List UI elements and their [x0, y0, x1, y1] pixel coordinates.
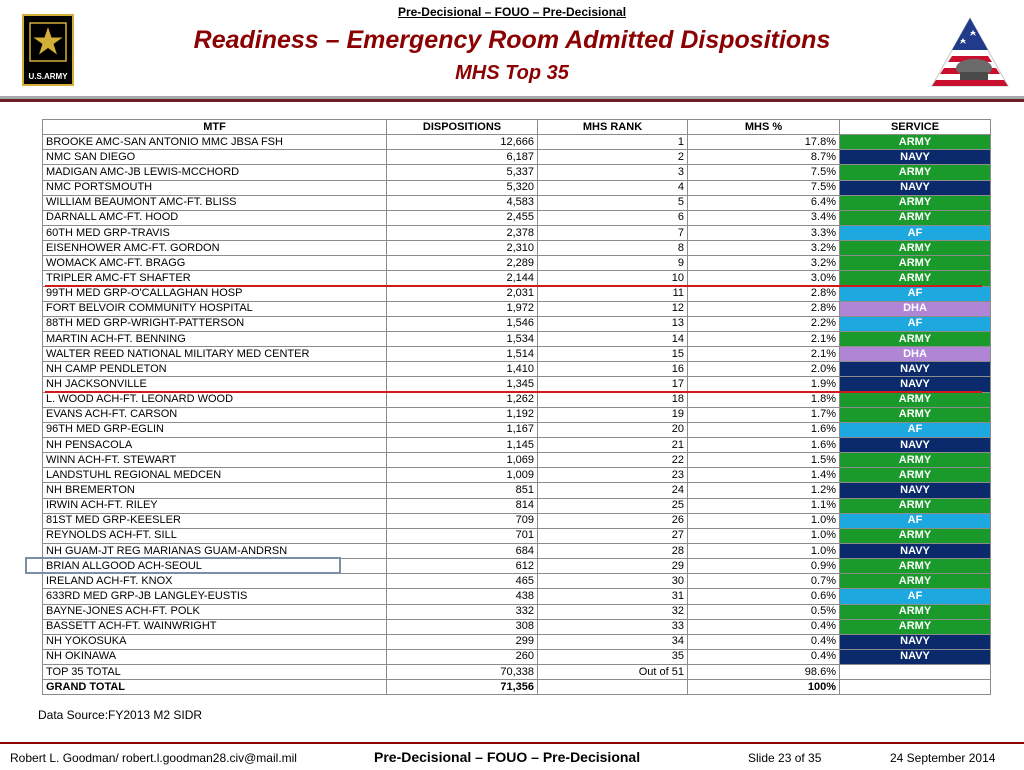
cell-mhs-pct: 3.2% — [688, 241, 840, 256]
cell-mhs-pct: 2.1% — [688, 347, 840, 362]
slide-footer — [0, 742, 1024, 770]
column-header-service: SERVICE — [840, 120, 991, 135]
cell-mhs-pct: 3.2% — [688, 256, 840, 271]
cell-mhs-rank: 24 — [538, 483, 688, 498]
cell-mhs-rank: 15 — [538, 347, 688, 362]
cell-mhs-rank: 26 — [538, 513, 688, 528]
cell-dispositions: 1,009 — [387, 468, 538, 483]
table-row — [43, 256, 991, 271]
cell-dispositions: 1,972 — [387, 301, 538, 316]
cell-mhs-rank: 16 — [538, 362, 688, 377]
cell-service: ARMY — [840, 135, 991, 150]
cell-service: NAVY — [840, 483, 991, 498]
grand-row — [43, 680, 991, 695]
cell-service: NAVY — [840, 377, 991, 392]
cutoff-line-bottom — [45, 391, 982, 393]
cell-mtf: NMC PORTSMOUTH — [43, 180, 387, 195]
cell-dispositions: 1,345 — [387, 377, 538, 392]
header-divider-maroon — [0, 99, 1024, 102]
cell-service — [840, 680, 991, 695]
cell-mhs-rank: 8 — [538, 241, 688, 256]
cell-mhs-pct: 1.0% — [688, 543, 840, 558]
cell-mtf: BAYNE-JONES ACH-FT. POLK — [43, 604, 387, 619]
slide-subtitle: MHS Top 35 — [455, 62, 569, 84]
cell-mhs-rank: 31 — [538, 589, 688, 604]
cell-mtf: WALTER REED NATIONAL MILITARY MED CENTER — [43, 347, 387, 362]
cell-mhs-pct: 1.2% — [688, 483, 840, 498]
cell-mhs-pct: 2.8% — [688, 301, 840, 316]
cell-mtf: NH PENSACOLA — [43, 437, 387, 452]
cell-mhs-rank: 6 — [538, 210, 688, 225]
cell-dispositions: 2,455 — [387, 210, 538, 225]
cell-mhs-rank: 21 — [538, 437, 688, 452]
cell-mhs-rank: 4 — [538, 180, 688, 195]
cell-mhs-pct: 1.5% — [688, 453, 840, 468]
table-row — [43, 619, 991, 634]
cell-service: ARMY — [840, 165, 991, 180]
cell-mhs-pct: 1.9% — [688, 377, 840, 392]
table-row — [43, 407, 991, 422]
cell-mhs-pct: 0.5% — [688, 604, 840, 619]
cell-mhs-pct: 0.6% — [688, 589, 840, 604]
cell-service: AF — [840, 513, 991, 528]
table-row — [43, 331, 991, 346]
cell-mtf: L. WOOD ACH-FT. LEONARD WOOD — [43, 392, 387, 407]
cell-mhs-pct: 1.6% — [688, 422, 840, 437]
cell-dispositions: 299 — [387, 634, 538, 649]
cell-dispositions: 71,356 — [387, 680, 538, 695]
cell-mhs-rank: 23 — [538, 468, 688, 483]
cell-service: ARMY — [840, 453, 991, 468]
cell-mtf: NH BREMERTON — [43, 483, 387, 498]
cell-mtf: MADIGAN AMC-JB LEWIS-MCCHORD — [43, 165, 387, 180]
cell-service: ARMY — [840, 241, 991, 256]
cell-service: DHA — [840, 347, 991, 362]
cell-mtf: REYNOLDS ACH-FT. SILL — [43, 528, 387, 543]
table-row — [43, 589, 991, 604]
dispositions-table — [42, 119, 991, 695]
cell-mtf: EVANS ACH-FT. CARSON — [43, 407, 387, 422]
cell-service: ARMY — [840, 574, 991, 589]
cell-mhs-rank: 22 — [538, 453, 688, 468]
cell-mhs-rank: 33 — [538, 619, 688, 634]
cell-service: ARMY — [840, 392, 991, 407]
cell-service: NAVY — [840, 649, 991, 664]
table-row — [43, 528, 991, 543]
table-row — [43, 165, 991, 180]
cell-mhs-pct: 7.5% — [688, 165, 840, 180]
cell-dispositions: 308 — [387, 619, 538, 634]
cell-mtf: DARNALL AMC-FT. HOOD — [43, 210, 387, 225]
flag-eagle-emblem — [930, 16, 1010, 88]
cell-mtf: 633RD MED GRP-JB LANGLEY-EUSTIS — [43, 589, 387, 604]
table-row — [43, 271, 991, 286]
column-header-dispositions: DISPOSITIONS — [387, 120, 538, 135]
cell-mtf: BASSETT ACH-FT. WAINWRIGHT — [43, 619, 387, 634]
cell-service: ARMY — [840, 498, 991, 513]
cell-dispositions: 465 — [387, 574, 538, 589]
table-row — [43, 180, 991, 195]
table-row — [43, 316, 991, 331]
cell-dispositions: 612 — [387, 559, 538, 574]
cell-service: ARMY — [840, 271, 991, 286]
cell-dispositions: 1,069 — [387, 453, 538, 468]
cell-dispositions: 851 — [387, 483, 538, 498]
cell-mtf: WINN ACH-FT. STEWART — [43, 453, 387, 468]
table-row — [43, 649, 991, 664]
cell-service: ARMY — [840, 468, 991, 483]
table-row — [43, 286, 991, 301]
data-source-note: Data Source:FY2013 M2 SIDR — [38, 708, 203, 722]
cell-mhs-rank: 28 — [538, 543, 688, 558]
cell-service: ARMY — [840, 210, 991, 225]
cell-service: ARMY — [840, 256, 991, 271]
cell-mtf: 60TH MED GRP-TRAVIS — [43, 225, 387, 240]
cell-mtf: FORT BELVOIR COMMUNITY HOSPITAL — [43, 301, 387, 316]
table-row — [43, 225, 991, 240]
cell-mhs-rank: 17 — [538, 377, 688, 392]
cell-mhs-rank: 19 — [538, 407, 688, 422]
cell-mhs-rank: 35 — [538, 649, 688, 664]
table-row — [43, 604, 991, 619]
table-body — [43, 135, 991, 695]
cell-service: AF — [840, 422, 991, 437]
cell-mtf: NH CAMP PENDLETON — [43, 362, 387, 377]
cell-dispositions: 684 — [387, 543, 538, 558]
cell-mhs-pct: 7.5% — [688, 180, 840, 195]
table-header-row — [43, 120, 991, 135]
table-row — [43, 574, 991, 589]
cell-mhs-rank: 13 — [538, 316, 688, 331]
table-row — [43, 513, 991, 528]
cell-service: ARMY — [840, 407, 991, 422]
cell-mtf: TOP 35 TOTAL — [43, 665, 387, 680]
cell-service: NAVY — [840, 150, 991, 165]
cell-mtf: MARTIN ACH-FT. BENNING — [43, 331, 387, 346]
cell-mtf: 99TH MED GRP-O'CALLAGHAN HOSP — [43, 286, 387, 301]
cell-service: ARMY — [840, 528, 991, 543]
cell-dispositions: 2,289 — [387, 256, 538, 271]
cell-mhs-pct: 1.8% — [688, 392, 840, 407]
cell-dispositions: 814 — [387, 498, 538, 513]
footer-date: 24 September 2014 — [890, 751, 996, 765]
cell-service: NAVY — [840, 634, 991, 649]
cell-mhs-pct: 0.4% — [688, 649, 840, 664]
cutoff-line-top — [45, 285, 982, 287]
cell-mhs-pct: 1.6% — [688, 437, 840, 452]
table-row — [43, 437, 991, 452]
cell-dispositions: 709 — [387, 513, 538, 528]
cell-dispositions: 701 — [387, 528, 538, 543]
cell-mhs-rank: 34 — [538, 634, 688, 649]
cell-service: NAVY — [840, 362, 991, 377]
cell-mhs-pct: 0.7% — [688, 574, 840, 589]
cell-service: AF — [840, 589, 991, 604]
cell-dispositions: 2,031 — [387, 286, 538, 301]
cell-mhs-pct: 0.9% — [688, 559, 840, 574]
cell-mhs-rank: 14 — [538, 331, 688, 346]
cell-mtf: WOMACK AMC-FT. BRAGG — [43, 256, 387, 271]
cell-dispositions: 12,666 — [387, 135, 538, 150]
cell-service: AF — [840, 316, 991, 331]
cell-mhs-rank: 30 — [538, 574, 688, 589]
cell-mhs-pct: 3.4% — [688, 210, 840, 225]
cell-dispositions: 1,534 — [387, 331, 538, 346]
column-header-mtf: MTF — [43, 120, 387, 135]
table-row — [43, 422, 991, 437]
cell-mhs-rank: 3 — [538, 165, 688, 180]
slide-header — [0, 0, 1024, 96]
table-row — [43, 150, 991, 165]
cell-mtf: IRELAND ACH-FT. KNOX — [43, 574, 387, 589]
cell-service: ARMY — [840, 195, 991, 210]
table-row — [43, 347, 991, 362]
cell-mhs-pct: 3.3% — [688, 225, 840, 240]
cell-dispositions: 1,514 — [387, 347, 538, 362]
cell-mhs-rank: 29 — [538, 559, 688, 574]
cell-mhs-pct: 2.2% — [688, 316, 840, 331]
column-header-mhs-pct: MHS % — [688, 120, 840, 135]
cell-mtf: NMC SAN DIEGO — [43, 150, 387, 165]
cell-mtf: GRAND TOTAL — [43, 680, 387, 695]
cell-mtf: 88TH MED GRP-WRIGHT-PATTERSON — [43, 316, 387, 331]
cell-mhs-pct: 1.0% — [688, 513, 840, 528]
cell-mhs-rank: 32 — [538, 604, 688, 619]
cell-mhs-pct: 8.7% — [688, 150, 840, 165]
cell-mhs-pct: 1.7% — [688, 407, 840, 422]
cell-mhs-pct: 100% — [688, 680, 840, 695]
cell-mhs-pct: 6.4% — [688, 195, 840, 210]
highlight-box-brian-allgood — [25, 557, 341, 574]
table-row — [43, 362, 991, 377]
cell-mtf: NH YOKOSUKA — [43, 634, 387, 649]
cell-service: NAVY — [840, 543, 991, 558]
cell-dispositions: 1,145 — [387, 437, 538, 452]
cell-dispositions: 438 — [387, 589, 538, 604]
footer-classification: Pre-Decisional – FOUO – Pre-Decisional — [374, 749, 641, 765]
cell-mtf: NH OKINAWA — [43, 649, 387, 664]
cell-mhs-rank: 18 — [538, 392, 688, 407]
table-row — [43, 135, 991, 150]
cell-mtf: BRIAN ALLGOOD ACH-SEOUL — [43, 559, 387, 574]
cell-service: DHA — [840, 301, 991, 316]
table-row — [43, 634, 991, 649]
cell-service: ARMY — [840, 331, 991, 346]
cell-mhs-pct: 2.1% — [688, 331, 840, 346]
cell-mhs-pct: 0.4% — [688, 634, 840, 649]
cell-service: NAVY — [840, 180, 991, 195]
cell-dispositions: 332 — [387, 604, 538, 619]
cell-mhs-rank: 20 — [538, 422, 688, 437]
cell-mhs-rank: 11 — [538, 286, 688, 301]
cell-mtf: WILLIAM BEAUMONT AMC-FT. BLISS — [43, 195, 387, 210]
cell-mhs-pct: 1.0% — [688, 528, 840, 543]
footer-slide-number: Slide 23 of 35 — [748, 751, 822, 765]
cell-dispositions: 4,583 — [387, 195, 538, 210]
cell-mhs-rank: 1 — [538, 135, 688, 150]
cell-mhs-rank: 12 — [538, 301, 688, 316]
cell-mhs-pct: 2.8% — [688, 286, 840, 301]
cell-mhs-pct: 3.0% — [688, 271, 840, 286]
table-row — [43, 468, 991, 483]
column-header-mhs-rank: MHS RANK — [538, 120, 688, 135]
cell-mtf: 81ST MED GRP-KEESLER — [43, 513, 387, 528]
cell-dispositions: 6,187 — [387, 150, 538, 165]
cell-mtf: TRIPLER AMC-FT SHAFTER — [43, 271, 387, 286]
table-row — [43, 377, 991, 392]
dispositions-table-container — [42, 119, 990, 695]
cell-dispositions: 5,337 — [387, 165, 538, 180]
cell-service: ARMY — [840, 559, 991, 574]
cell-mtf: EISENHOWER AMC-FT. GORDON — [43, 241, 387, 256]
cell-mhs-rank: 25 — [538, 498, 688, 513]
cell-service: AF — [840, 286, 991, 301]
cell-mtf: 96TH MED GRP-EGLIN — [43, 422, 387, 437]
cell-mhs-rank: Out of 51 — [538, 665, 688, 680]
cell-mhs-rank: 10 — [538, 271, 688, 286]
table-row — [43, 453, 991, 468]
cell-dispositions: 1,546 — [387, 316, 538, 331]
cell-mhs-rank: 9 — [538, 256, 688, 271]
cell-dispositions: 260 — [387, 649, 538, 664]
cell-dispositions: 70,338 — [387, 665, 538, 680]
table-row — [43, 301, 991, 316]
cell-dispositions: 1,167 — [387, 422, 538, 437]
cell-mtf: LANDSTUHL REGIONAL MEDCEN — [43, 468, 387, 483]
logo-text: U.S.ARMY — [28, 72, 68, 81]
cell-dispositions: 2,378 — [387, 225, 538, 240]
table-row — [43, 483, 991, 498]
cell-service: NAVY — [840, 437, 991, 452]
cell-mhs-rank — [538, 680, 688, 695]
total-row — [43, 665, 991, 680]
cell-service: ARMY — [840, 619, 991, 634]
cell-mhs-rank: 2 — [538, 150, 688, 165]
cell-mtf: NH GUAM-JT REG MARIANAS GUAM-ANDRSN — [43, 543, 387, 558]
footer-author: Robert L. Goodman/ robert.l.goodman28.civ@mail.mil — [10, 751, 297, 765]
cell-dispositions: 1,192 — [387, 407, 538, 422]
table-row — [43, 392, 991, 407]
cell-service: AF — [840, 225, 991, 240]
cell-dispositions: 5,320 — [387, 180, 538, 195]
cell-service: ARMY — [840, 604, 991, 619]
cell-mhs-pct: 0.4% — [688, 619, 840, 634]
table-row — [43, 195, 991, 210]
table-row — [43, 498, 991, 513]
cell-mhs-pct: 17.8% — [688, 135, 840, 150]
cell-mhs-rank: 7 — [538, 225, 688, 240]
cell-mtf: BROOKE AMC-SAN ANTONIO MMC JBSA FSH — [43, 135, 387, 150]
cell-mtf: NH JACKSONVILLE — [43, 377, 387, 392]
table-row — [43, 241, 991, 256]
cell-dispositions: 1,410 — [387, 362, 538, 377]
cell-dispositions: 1,262 — [387, 392, 538, 407]
table-row — [43, 210, 991, 225]
slide-title: Readiness – Emergency Room Admitted Dispositions — [193, 26, 831, 54]
cell-dispositions: 2,144 — [387, 271, 538, 286]
cell-mhs-rank: 5 — [538, 195, 688, 210]
cell-mhs-pct: 1.4% — [688, 468, 840, 483]
cell-mhs-pct: 98.6% — [688, 665, 840, 680]
cell-dispositions: 2,310 — [387, 241, 538, 256]
cell-mhs-pct: 2.0% — [688, 362, 840, 377]
cell-mhs-pct: 1.1% — [688, 498, 840, 513]
cell-mhs-rank: 27 — [538, 528, 688, 543]
cell-service — [840, 665, 991, 680]
cell-mtf: IRWIN ACH-FT. RILEY — [43, 498, 387, 513]
classification-banner-top: Pre-Decisional – FOUO – Pre-Decisional — [397, 5, 627, 19]
